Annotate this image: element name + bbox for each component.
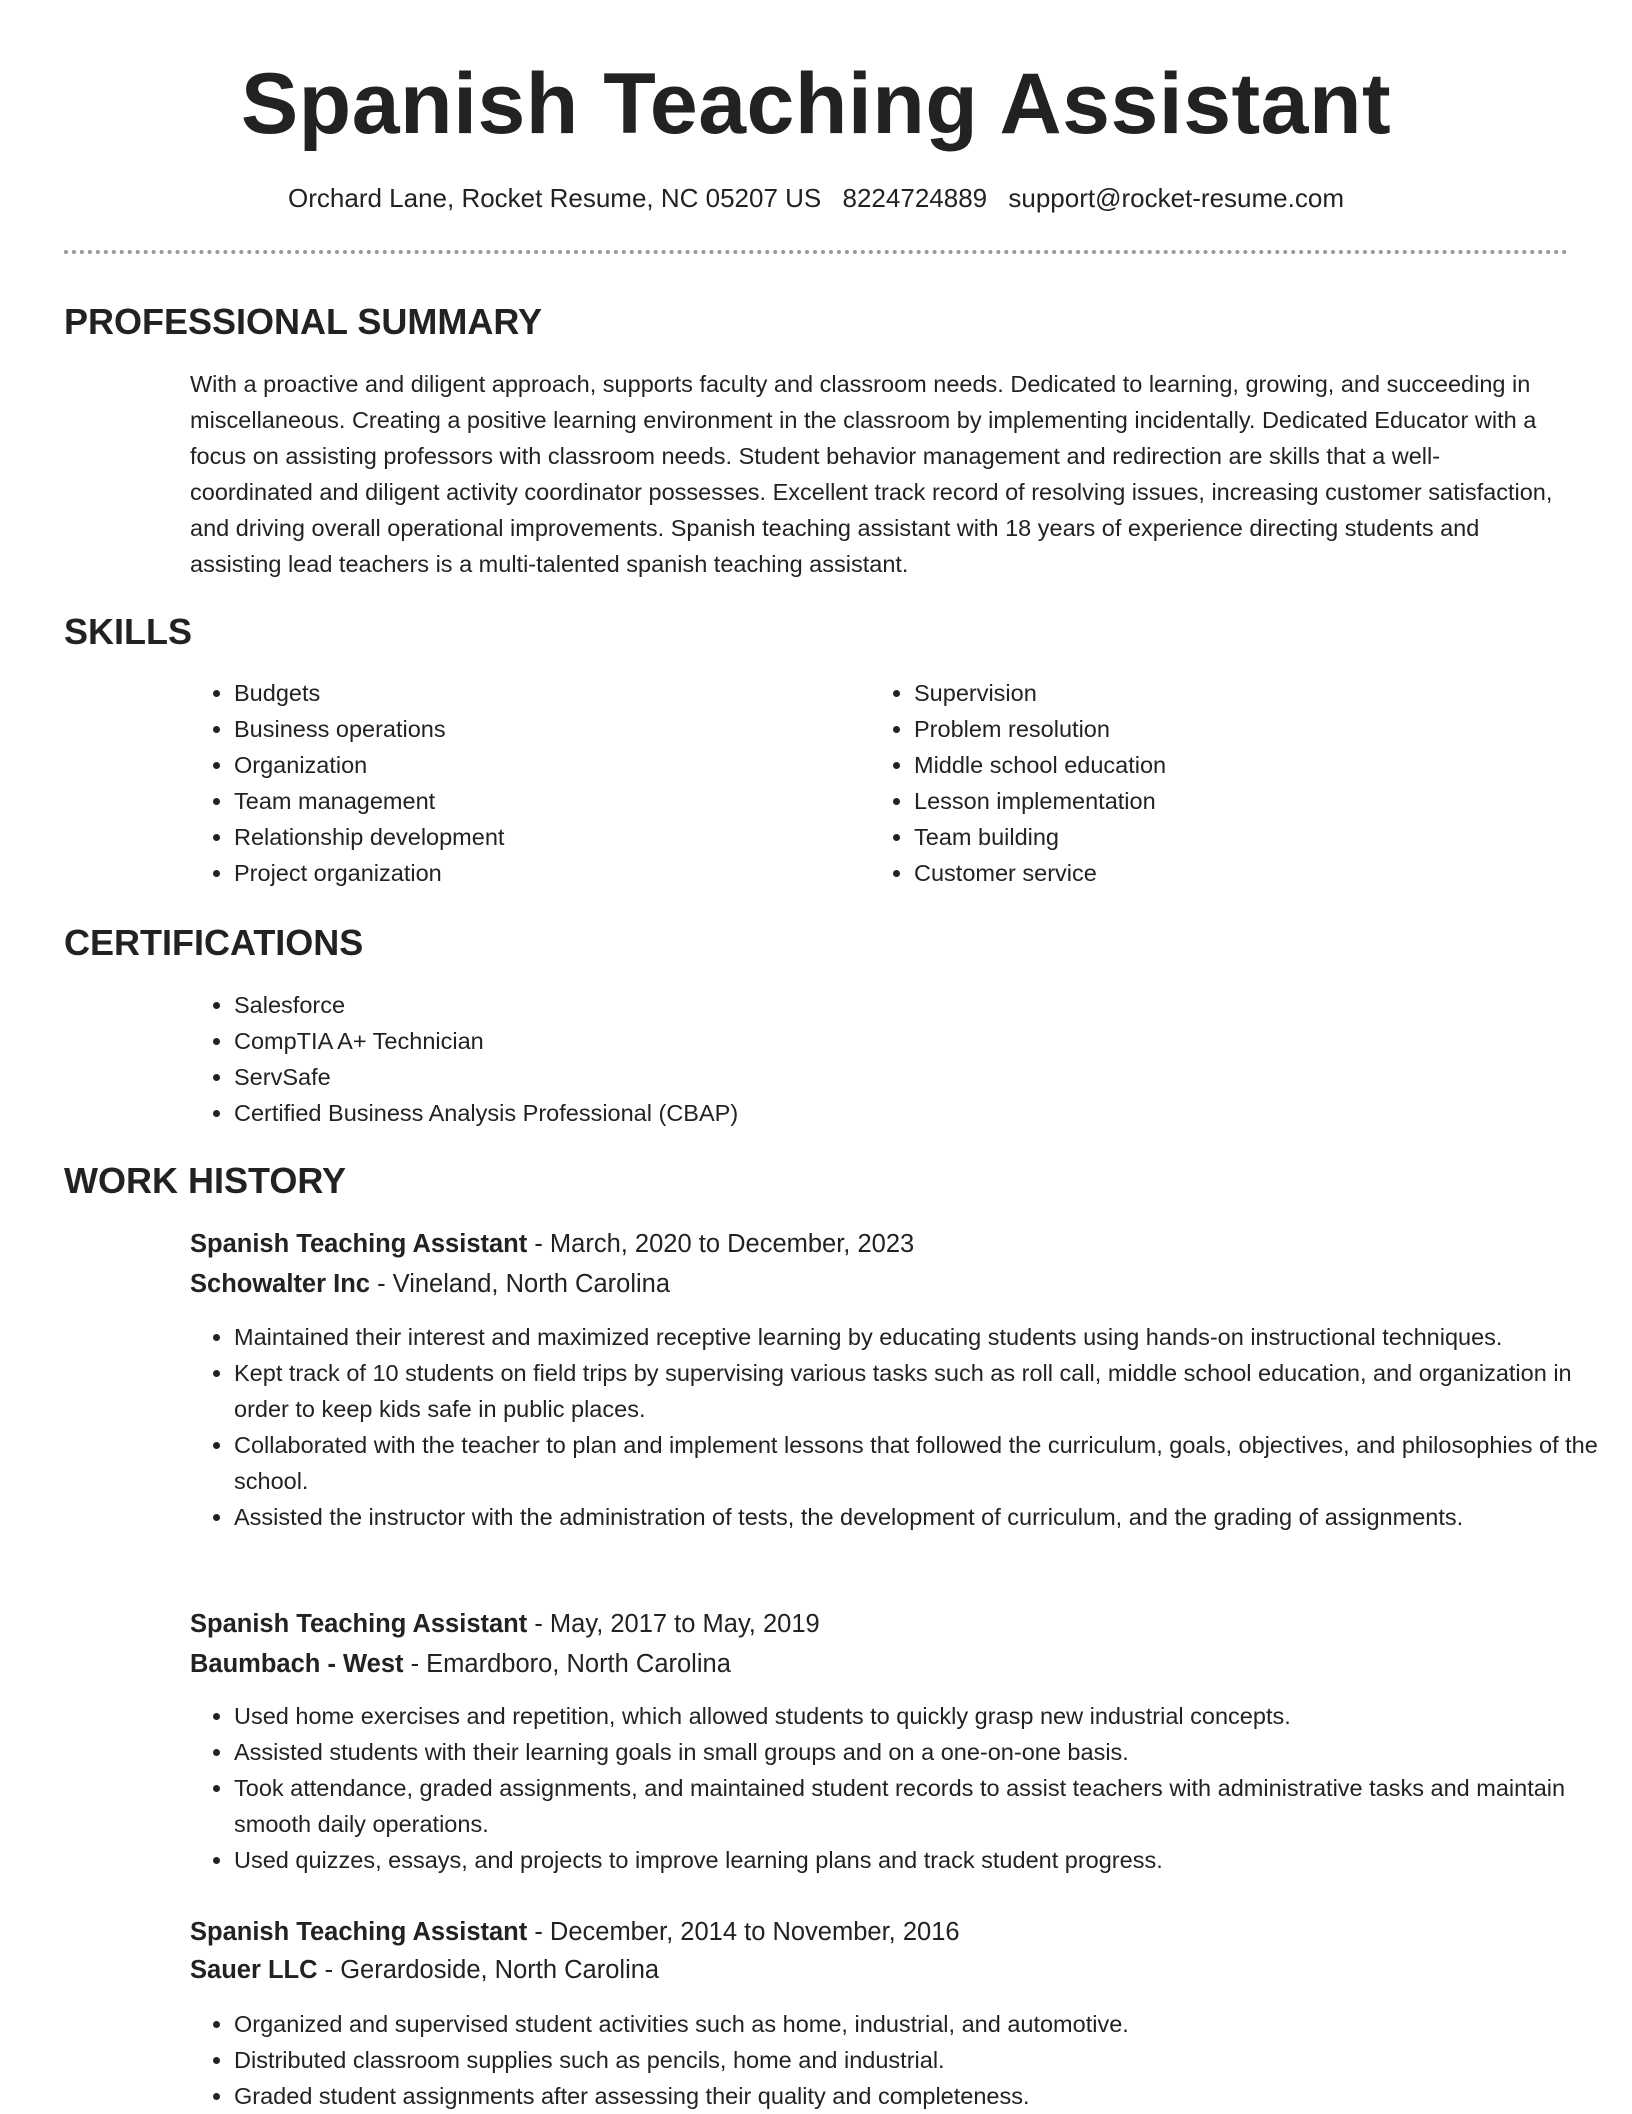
job-location: - Gerardoside, North Carolina <box>317 1956 660 1984</box>
job-dates: - March, 2020 to December, 2023 <box>527 1230 915 1258</box>
job-bullet: • Used quizzes, essays, and projects to improve learning plans and track student progress. <box>234 1842 1606 1878</box>
job-title-line <box>190 1224 914 1264</box>
job-company-line <box>190 1264 670 1304</box>
job-title: Spanish Teaching Assistant <box>190 1610 528 1638</box>
job-company-line <box>190 1644 731 1684</box>
job-location: - Emardboro, North Carolina <box>403 1650 731 1678</box>
job-bullets <box>190 1698 1606 1878</box>
job-bullet: • Used home exercises and repetition, which allowed students to quickly grasp new industrial concepts. <box>234 1698 1606 1734</box>
skills-list-left <box>190 675 834 891</box>
job-bullet: • Graded student assignments after assessing their quality and completeness. <box>234 2078 1606 2114</box>
job-bullet: • Assisted the instructor with the administration of tests, the development of curriculum, and the grading of assignments. <box>234 1499 1606 1535</box>
contact-line <box>0 180 1632 216</box>
contact-phone: 8224724889 <box>842 183 988 213</box>
certification-item: • Salesforce <box>234 987 1534 1023</box>
skill-item: • Project organization <box>234 855 834 891</box>
skill-item: • Budgets <box>234 675 834 711</box>
certification-item: • ServSafe <box>234 1059 1534 1095</box>
job-bullet: • Took attendance, graded assignments, and maintained student records to assist teachers with administrative tasks and maintain smooth daily operations. <box>234 1770 1606 1842</box>
contact-address: Orchard Lane, Rocket Resume, NC 05207 US <box>288 183 822 213</box>
skill-item: • Customer service <box>914 855 1514 891</box>
job-bullet: • Assisted students with their learning goals in small groups and on a one-on-one basis. <box>234 1734 1606 1770</box>
job-title-line <box>190 1604 820 1644</box>
contact-email: support@rocket-resume.com <box>1008 183 1344 213</box>
skill-item: • Organization <box>234 747 834 783</box>
job-bullets <box>190 1319 1606 1535</box>
skill-item: • Middle school education <box>914 747 1514 783</box>
job-bullet: • Collaborated with the teacher to plan and implement lessons that followed the curriculum, goals, objectives, and philosophies of the school. <box>234 1427 1606 1499</box>
job-company-line <box>190 1950 659 1990</box>
skill-item: • Lesson implementation <box>914 783 1514 819</box>
resume-name: Spanish Teaching Assistant <box>240 56 1392 152</box>
job-company: Sauer LLC <box>190 1956 318 1984</box>
job-bullets <box>190 2006 1606 2114</box>
job-bullet: • Kept track of 10 students on field trips by supervising various tasks such as roll call, middle school education, and organization in order to keep kids safe in public places. <box>234 1355 1606 1427</box>
job-dates: - December, 2014 to November, 2016 <box>527 1918 960 1946</box>
job-company: Schowalter Inc <box>190 1270 370 1298</box>
skills-list-right <box>870 675 1514 891</box>
job-title: Spanish Teaching Assistant <box>190 1230 528 1258</box>
certifications-heading: CERTIFICATIONS <box>64 922 364 963</box>
job-bullet: • Distributed classroom supplies such as pencils, home and industrial. <box>234 2042 1606 2078</box>
job-bullet: • Organized and supervised student activities such as home, industrial, and automotive. <box>234 2006 1606 2042</box>
skill-item: • Team management <box>234 783 834 819</box>
skill-item: • Business operations <box>234 711 834 747</box>
summary-heading: PROFESSIONAL SUMMARY <box>64 301 543 342</box>
skills-heading: SKILLS <box>64 611 193 652</box>
skill-item: • Supervision <box>914 675 1514 711</box>
job-bullet: • Maintained their interest and maximized receptive learning by educating students using hands-on instructional techniques. <box>234 1319 1606 1355</box>
header-divider <box>64 250 1568 254</box>
summary-text: With a proactive and diligent approach, supports faculty and classroom needs. Dedicated to learning, growing, and succeeding in miscellaneous. Creating a positive learning environment in the classroom by implementing incidentally. Dedicated Educator with a focus on assisting professors with classroom needs. Student behavior management and redirection are skills that a well-coordinated and diligent activity coordinator possesses. Excellent track record of resolving issues, increasing customer satisfaction, and driving overall operational improvements. Spanish teaching assistant with 18 years of experience directing students and assisting lead teachers is a multi-talented spanish teaching assistant. <box>190 371 1553 577</box>
job-title: Spanish Teaching Assistant <box>190 1918 528 1946</box>
skill-item: • Relationship development <box>234 819 834 855</box>
job-company: Baumbach - West <box>190 1650 404 1678</box>
skill-item: • Problem resolution <box>914 711 1514 747</box>
job-title-line <box>190 1912 960 1952</box>
job-dates: - May, 2017 to May, 2019 <box>527 1610 820 1638</box>
work-history-heading: WORK HISTORY <box>64 1160 347 1201</box>
certification-item: • CompTIA A+ Technician <box>234 1023 1534 1059</box>
certifications-list <box>190 987 1534 1131</box>
job-location: - Vineland, North Carolina <box>369 1270 671 1298</box>
skill-item: • Team building <box>914 819 1514 855</box>
certification-item: • Certified Business Analysis Professional (CBAP) <box>234 1095 1534 1131</box>
